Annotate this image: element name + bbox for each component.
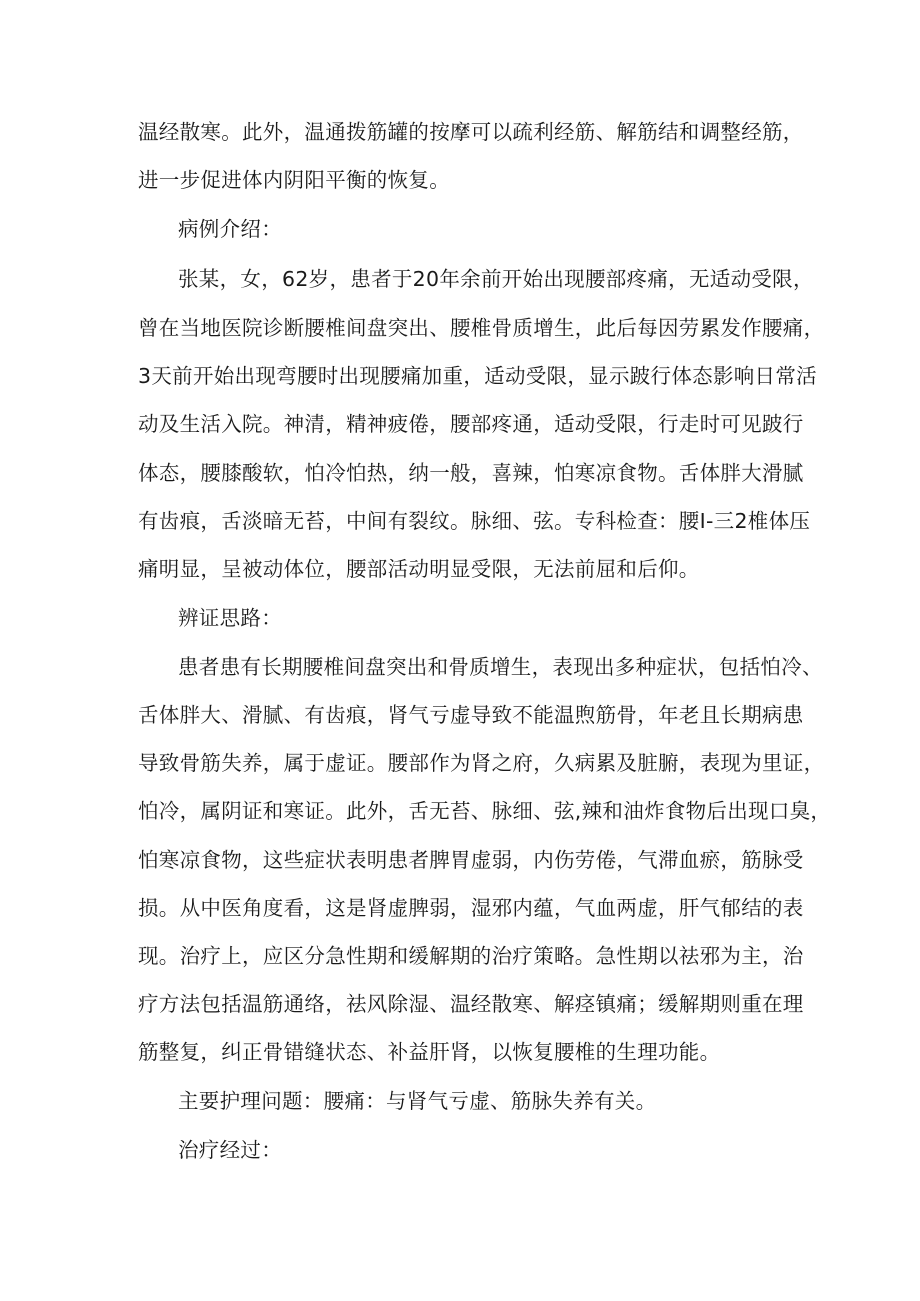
analysis-line-3: 导致骨筋失养，属于虚证。腰部作为肾之府，久病累及脏腑，表现为里证， xyxy=(138,751,825,775)
analysis-line-9: 筋整复，纠正骨错缝状态、补益肝肾，以恢复腰椎的生理功能。 xyxy=(138,1040,721,1064)
case-line-6: 有齿痕，舌淡暗无苔，中间有裂纹。脉细、弦。专科检查：腰I-三2椎体压 xyxy=(138,509,811,533)
case-line-2: 曾在当地医院诊断腰椎间盘突出、腰椎骨质增生，此后每因劳累发作腰痛， xyxy=(138,316,825,340)
case-line-1: 张某，女，62岁，患者于20年余前开始出现腰部疼痛，无适动受限， xyxy=(178,267,814,291)
case-line-3: 3天前开始出现弯腰时出现腰痛加重，适动受限，显示跛行体态影响日常活 xyxy=(138,364,817,388)
analysis-heading: 辨证思路： xyxy=(178,606,282,630)
analysis-line-1: 患者患有长期腰椎间盘突出和骨质增生，表现出多种症状，包括怕冷、 xyxy=(178,655,823,679)
intro-line-1: 温经散寒。此外，温通拨筋罐的按摩可以疏利经筋、解筋结和调整经筋， xyxy=(138,120,804,144)
analysis-line-8: 疗方法包括温筋通络，祛风除湿、温经散寒、解痉镇痛；缓解期则重在理 xyxy=(138,992,804,1016)
case-heading: 病例介绍： xyxy=(178,217,282,241)
treatment-heading: 治疗经过： xyxy=(178,1138,282,1162)
analysis-line-5: 怕寒凉食物，这些症状表明患者脾胃虚弱，内伤劳倦，气滞血瘀，筋脉受 xyxy=(138,848,804,872)
case-line-7: 痛明显，呈被动体位，腰部活动明显受限，无法前屈和后仰。 xyxy=(138,557,700,581)
analysis-line-6: 损。从中医角度看，这是肾虚脾弱，湿邪内蕴，气血两虚，肝气郁结的表 xyxy=(138,896,804,920)
case-line-4: 动及生活入院。神清，精神疲倦，腰部疼通，适动受限，行走时可见跛行 xyxy=(138,412,804,436)
analysis-line-7: 现。治疗上，应区分急性期和缓解期的治疗策略。急性期以祛邪为主，治 xyxy=(138,944,804,968)
analysis-line-4: 怕冷，属阴证和寒证。此外，舌无苔、脉细、弦,辣和油炸食物后出现口臭， xyxy=(138,799,832,823)
case-line-5: 体态，腰膝酸软，怕冷怕热，纳一般，喜辣，怕寒凉食物。舌体胖大滑腻 xyxy=(138,461,804,485)
analysis-line-2: 舌体胖大、滑腻、有齿痕，肾气亏虚导致不能温煦筋骨，年老且长期病患 xyxy=(138,703,804,727)
intro-line-2: 进一步促进体内阴阳平衡的恢复。 xyxy=(138,168,450,192)
nursing-problem-line: 主要护理问题：腰痛：与肾气亏虚、筋脉失养有关。 xyxy=(178,1089,657,1113)
